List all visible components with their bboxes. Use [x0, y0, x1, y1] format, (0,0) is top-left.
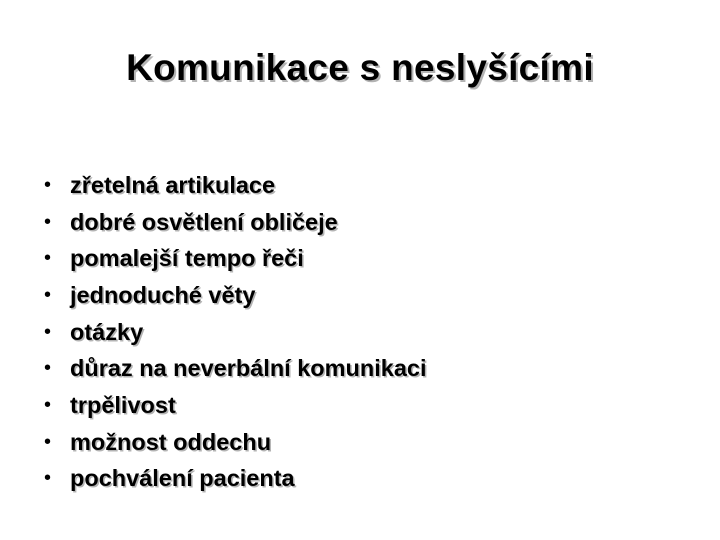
bullet-text: jednoduché věty: [70, 281, 256, 308]
list-item: [44, 240, 427, 277]
list-item: [44, 461, 427, 498]
bullet-text: možnost oddechu: [70, 428, 272, 455]
bullet-text: důraz na neverbální komunikaci: [70, 355, 427, 382]
bullet-text: pomalejší tempo řeči: [70, 245, 304, 272]
bullet-icon: •: [44, 357, 52, 380]
bullet-text: otázky: [70, 318, 144, 345]
bullet-text: trpělivost: [70, 391, 176, 418]
bullet-text: dobré osvětlení obličeje: [70, 208, 338, 235]
bullet-icon: •: [44, 467, 52, 490]
bullet-icon: •: [44, 430, 52, 453]
bullet-icon: •: [44, 173, 52, 196]
list-item: [44, 350, 427, 387]
list-item: [44, 387, 427, 424]
list-item: [44, 277, 427, 314]
list-item: [44, 314, 427, 351]
bullet-icon: •: [44, 393, 52, 416]
bullet-icon: •: [44, 283, 52, 306]
list-item: [44, 167, 427, 204]
bullet-icon: •: [44, 210, 52, 233]
bullet-text: pochválení pacienta: [70, 465, 295, 492]
slide-title: Komunikace s neslyšícími: [126, 47, 594, 88]
list-item: [44, 424, 427, 461]
bullet-icon: •: [44, 320, 52, 343]
list-item: [44, 204, 427, 241]
bullet-text: zřetelná artikulace: [70, 171, 276, 198]
bullet-list: [44, 167, 427, 497]
bullet-icon: •: [44, 247, 52, 270]
